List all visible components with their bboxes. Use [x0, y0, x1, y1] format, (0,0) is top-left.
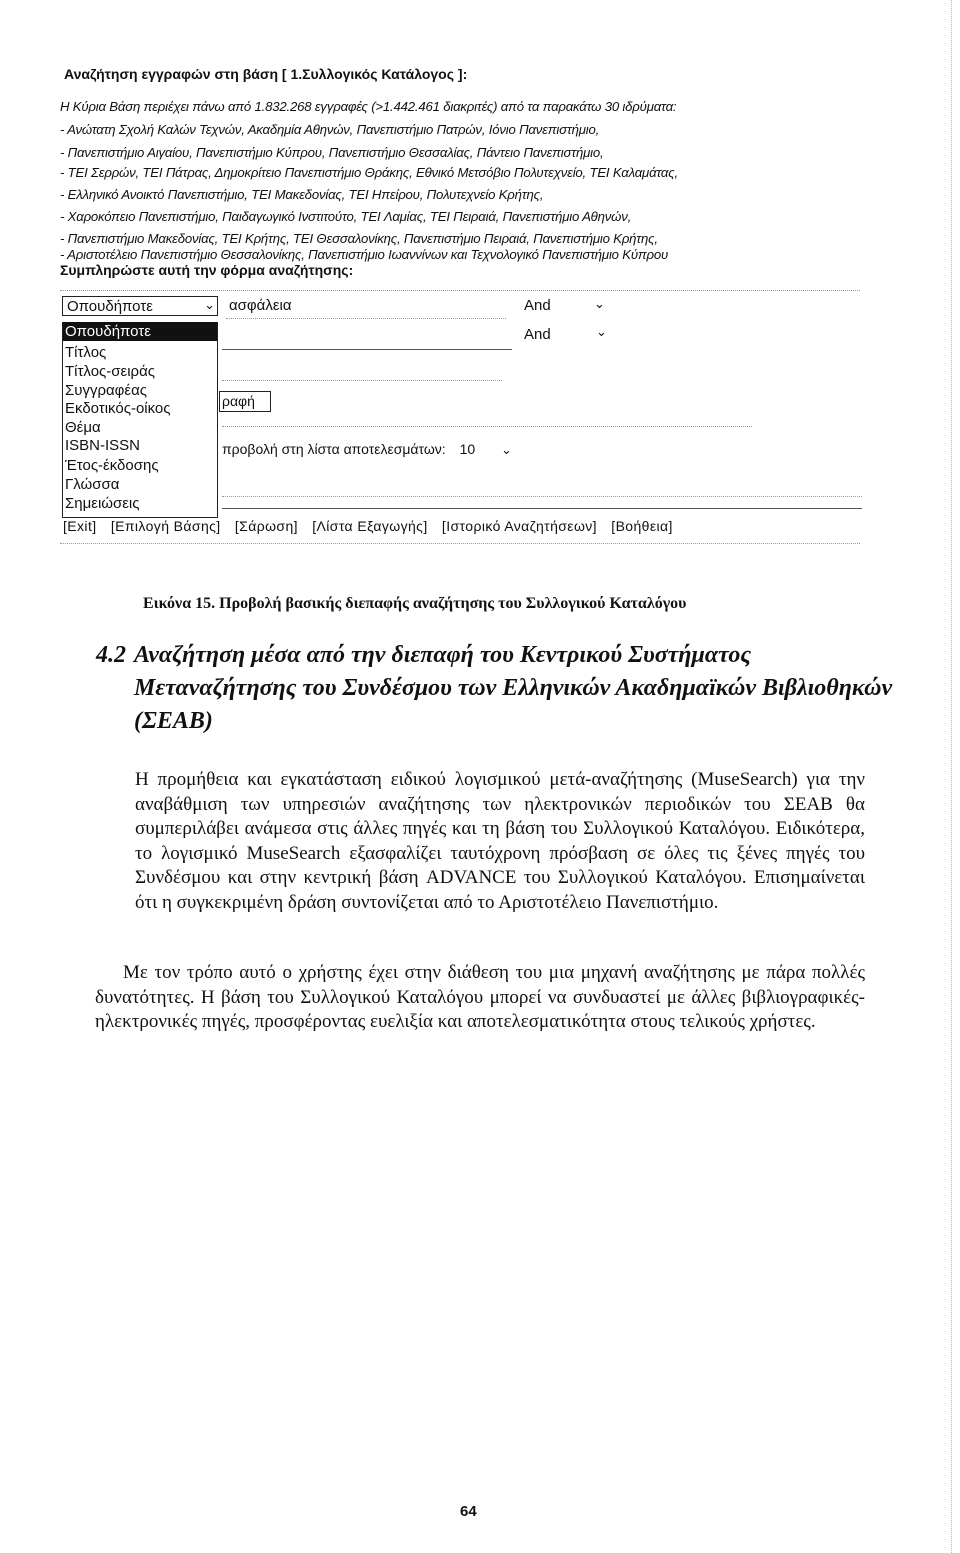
- institution-line: - Ελληνικό Ανοικτό Πανεπιστήμιο, ΤΕΙ Μακεδονίας, ΤΕΙ Ηπείρου, Πολυτεχνείο Κρήτης,: [60, 187, 544, 202]
- nav-scan[interactable]: [Σάρωση]: [234, 518, 298, 534]
- operator-select-2[interactable]: And: [524, 326, 551, 343]
- dropdown-option[interactable]: Τίτλος-σειράς: [65, 363, 155, 380]
- nav-exit[interactable]: [Exit]: [63, 518, 97, 534]
- field-select[interactable]: [62, 296, 218, 316]
- collection-summary-line: Η Κύρια Βάση περιέχει πάνω από 1.832.268 εγγραφές (>1.442.461 διακριτές) από τα παρακάτω 30 ιδρύματα:: [60, 99, 677, 114]
- search-input-underline[interactable]: [222, 349, 512, 350]
- results-per-page-label: [222, 441, 512, 458]
- figure-caption: Εικόνα 15. Προβολή βασικής διεπαφής αναζήτησης του Συλλογικού Καταλόγου: [143, 595, 687, 612]
- dropdown-option[interactable]: Γλώσσα: [65, 476, 120, 493]
- scan-edge: [951, 0, 954, 1553]
- dropdown-option[interactable]: Θέμα: [65, 419, 101, 436]
- chevron-down-icon: ⌄: [596, 324, 607, 339]
- paragraph-text: Η προμήθεια και εγκατάσταση ειδικού λογισμικού μετά-αναζήτησης (MuseSearch) για την αναβάθμιση των υπηρεσιών αναζήτησης των ηλεκτρονικών περιοδικών του ΣΕΑΒ θα συμπεριλάβει ανάμεσα στις άλλες πηγές και τη βάση του Συλλογικού Καταλόγου. Ειδικότερα, το λογισμικό MuseSearch εξασφαλίζει ταυτόχρονη πρόσβαση σε όλες τις ξένες πηγές του Συνδέσμου και στην κεντρική βάση ADVANCE του Συλλογικού Καταλόγου. Επισημαίνεται ότι η συγκεκριμένη δράση συντονίζεται από το Αριστοτέλειο Πανεπιστήμιο.: [135, 769, 865, 913]
- search-input-underline[interactable]: [226, 318, 506, 319]
- institution-line: - Χαροκόπειο Πανεπιστήμιο, Παιδαγωγικό Ινστιτούτο, ΤΕΙ Λαμίας, ΤΕΙ Πειραιά, Πανεπιστήμιο Αθηνών,: [60, 209, 632, 224]
- dropdown-option[interactable]: Εκδοτικός-οίκος: [65, 400, 171, 417]
- dropdown-option[interactable]: ISBN-ISSN: [65, 437, 141, 454]
- institution-line: - Αριστοτέλειο Πανεπιστήμιο Θεσσαλονίκης, Πανεπιστήμιο Ιωαννίνων και Τεχνολογικό Πανεπιστήμιο Κύπρου: [60, 247, 669, 262]
- section-title: Αναζήτηση μέσα από την διεπαφή του Κεντρικού Συστήματος Μεταναζήτησης του Συνδέσμου των Ελληνικών Ακαδημαϊκών Βιβλιοθηκών (ΣΕΑΒ): [134, 642, 893, 734]
- dropdown-option-selected[interactable]: Οπουδήποτε: [63, 322, 217, 341]
- chevron-down-icon: ⌄: [501, 442, 512, 457]
- divider: [222, 426, 752, 427]
- chevron-down-icon: ⌄: [204, 297, 215, 312]
- nav-search-history[interactable]: [Ιστορικό Αναζητήσεων]: [441, 518, 597, 534]
- divider: [222, 508, 862, 509]
- screenshot-title: Αναζήτηση εγγραφών στη βάση [ 1.Συλλογικός Κατάλογος ]:: [64, 66, 468, 82]
- form-prompt: Συμπληρώστε αυτή την φόρμα αναζήτησης:: [60, 262, 354, 278]
- field-select-value: Οπουδήποτε: [67, 298, 153, 315]
- divider: [60, 290, 860, 291]
- section-heading: [96, 639, 894, 738]
- operator-select-1[interactable]: And: [524, 297, 551, 314]
- field-dropdown-list[interactable]: [62, 322, 218, 518]
- search-term: ασφάλεια: [229, 297, 292, 314]
- divider: [60, 543, 860, 544]
- dropdown-option[interactable]: Συγγραφέας: [65, 382, 147, 399]
- add-field-button[interactable]: ραφή: [219, 391, 271, 412]
- institution-line: - Πανεπιστήμιο Μακεδονίας, ΤΕΙ Κρήτης, ΤΕΙ Θεσσαλονίκης, Πανεπιστήμιο Πειραιά, Πανεπιστήμιο Κρήτης,: [60, 231, 658, 246]
- search-input-underline[interactable]: [222, 380, 502, 381]
- page-number: 64: [460, 1503, 477, 1520]
- institution-line: - Πανεπιστήμιο Αιγαίου, Πανεπιστήμιο Κύπρου, Πανεπιστήμιο Θεσσαλίας, Πάντειο Πανεπιστήμιο,: [60, 145, 604, 160]
- dropdown-option[interactable]: Έτος-έκδοσης: [65, 457, 159, 474]
- institution-line: - Ανώτατη Σχολή Καλών Τεχνών, Ακαδημία Αθηνών, Πανεπιστήμιο Πατρών, Ιόνιο Πανεπιστήμιο,: [60, 122, 600, 137]
- nav-select-database[interactable]: [Επιλογή Βάσης]: [110, 518, 221, 534]
- dropdown-option[interactable]: Τίτλος: [65, 344, 107, 361]
- divider: [222, 496, 862, 497]
- nav-export-list[interactable]: [Λίστα Εξαγωγής]: [312, 518, 428, 534]
- bottom-nav: [63, 518, 683, 534]
- paragraph: [135, 768, 865, 916]
- section-number: 4.2: [96, 642, 126, 668]
- institution-line: - ΤΕΙ Σερρών, ΤΕΙ Πάτρας, Δημοκρίτειο Πανεπιστήμιο Θράκης, Εθνικό Μετσόβιο Πολυτεχνείο, ΤΕΙ Καλαμάτας,: [60, 165, 678, 180]
- paragraph: Με τον τρόπο αυτό ο χρήστης έχει στην διάθεση του μια μηχανή αναζήτησης με πάρα πολλές δυνατότητες. Η βάση του Συλλογικού Καταλόγου μπορεί να συνδυαστεί με άλλες βιβλιογραφικές-ηλεκτρονικές πηγές, προσφέροντας ευελιξία και αποτελεσματικότητα στους τελικούς χρήστες.: [95, 962, 865, 1033]
- results-count-select[interactable]: 10: [459, 441, 476, 457]
- results-label-text: προβολή στη λίστα αποτελεσμάτων:: [222, 441, 446, 457]
- nav-help[interactable]: [Βοήθεια]: [611, 518, 673, 534]
- dropdown-option[interactable]: Σημειώσεις: [65, 495, 140, 512]
- chevron-down-icon: ⌄: [594, 296, 605, 311]
